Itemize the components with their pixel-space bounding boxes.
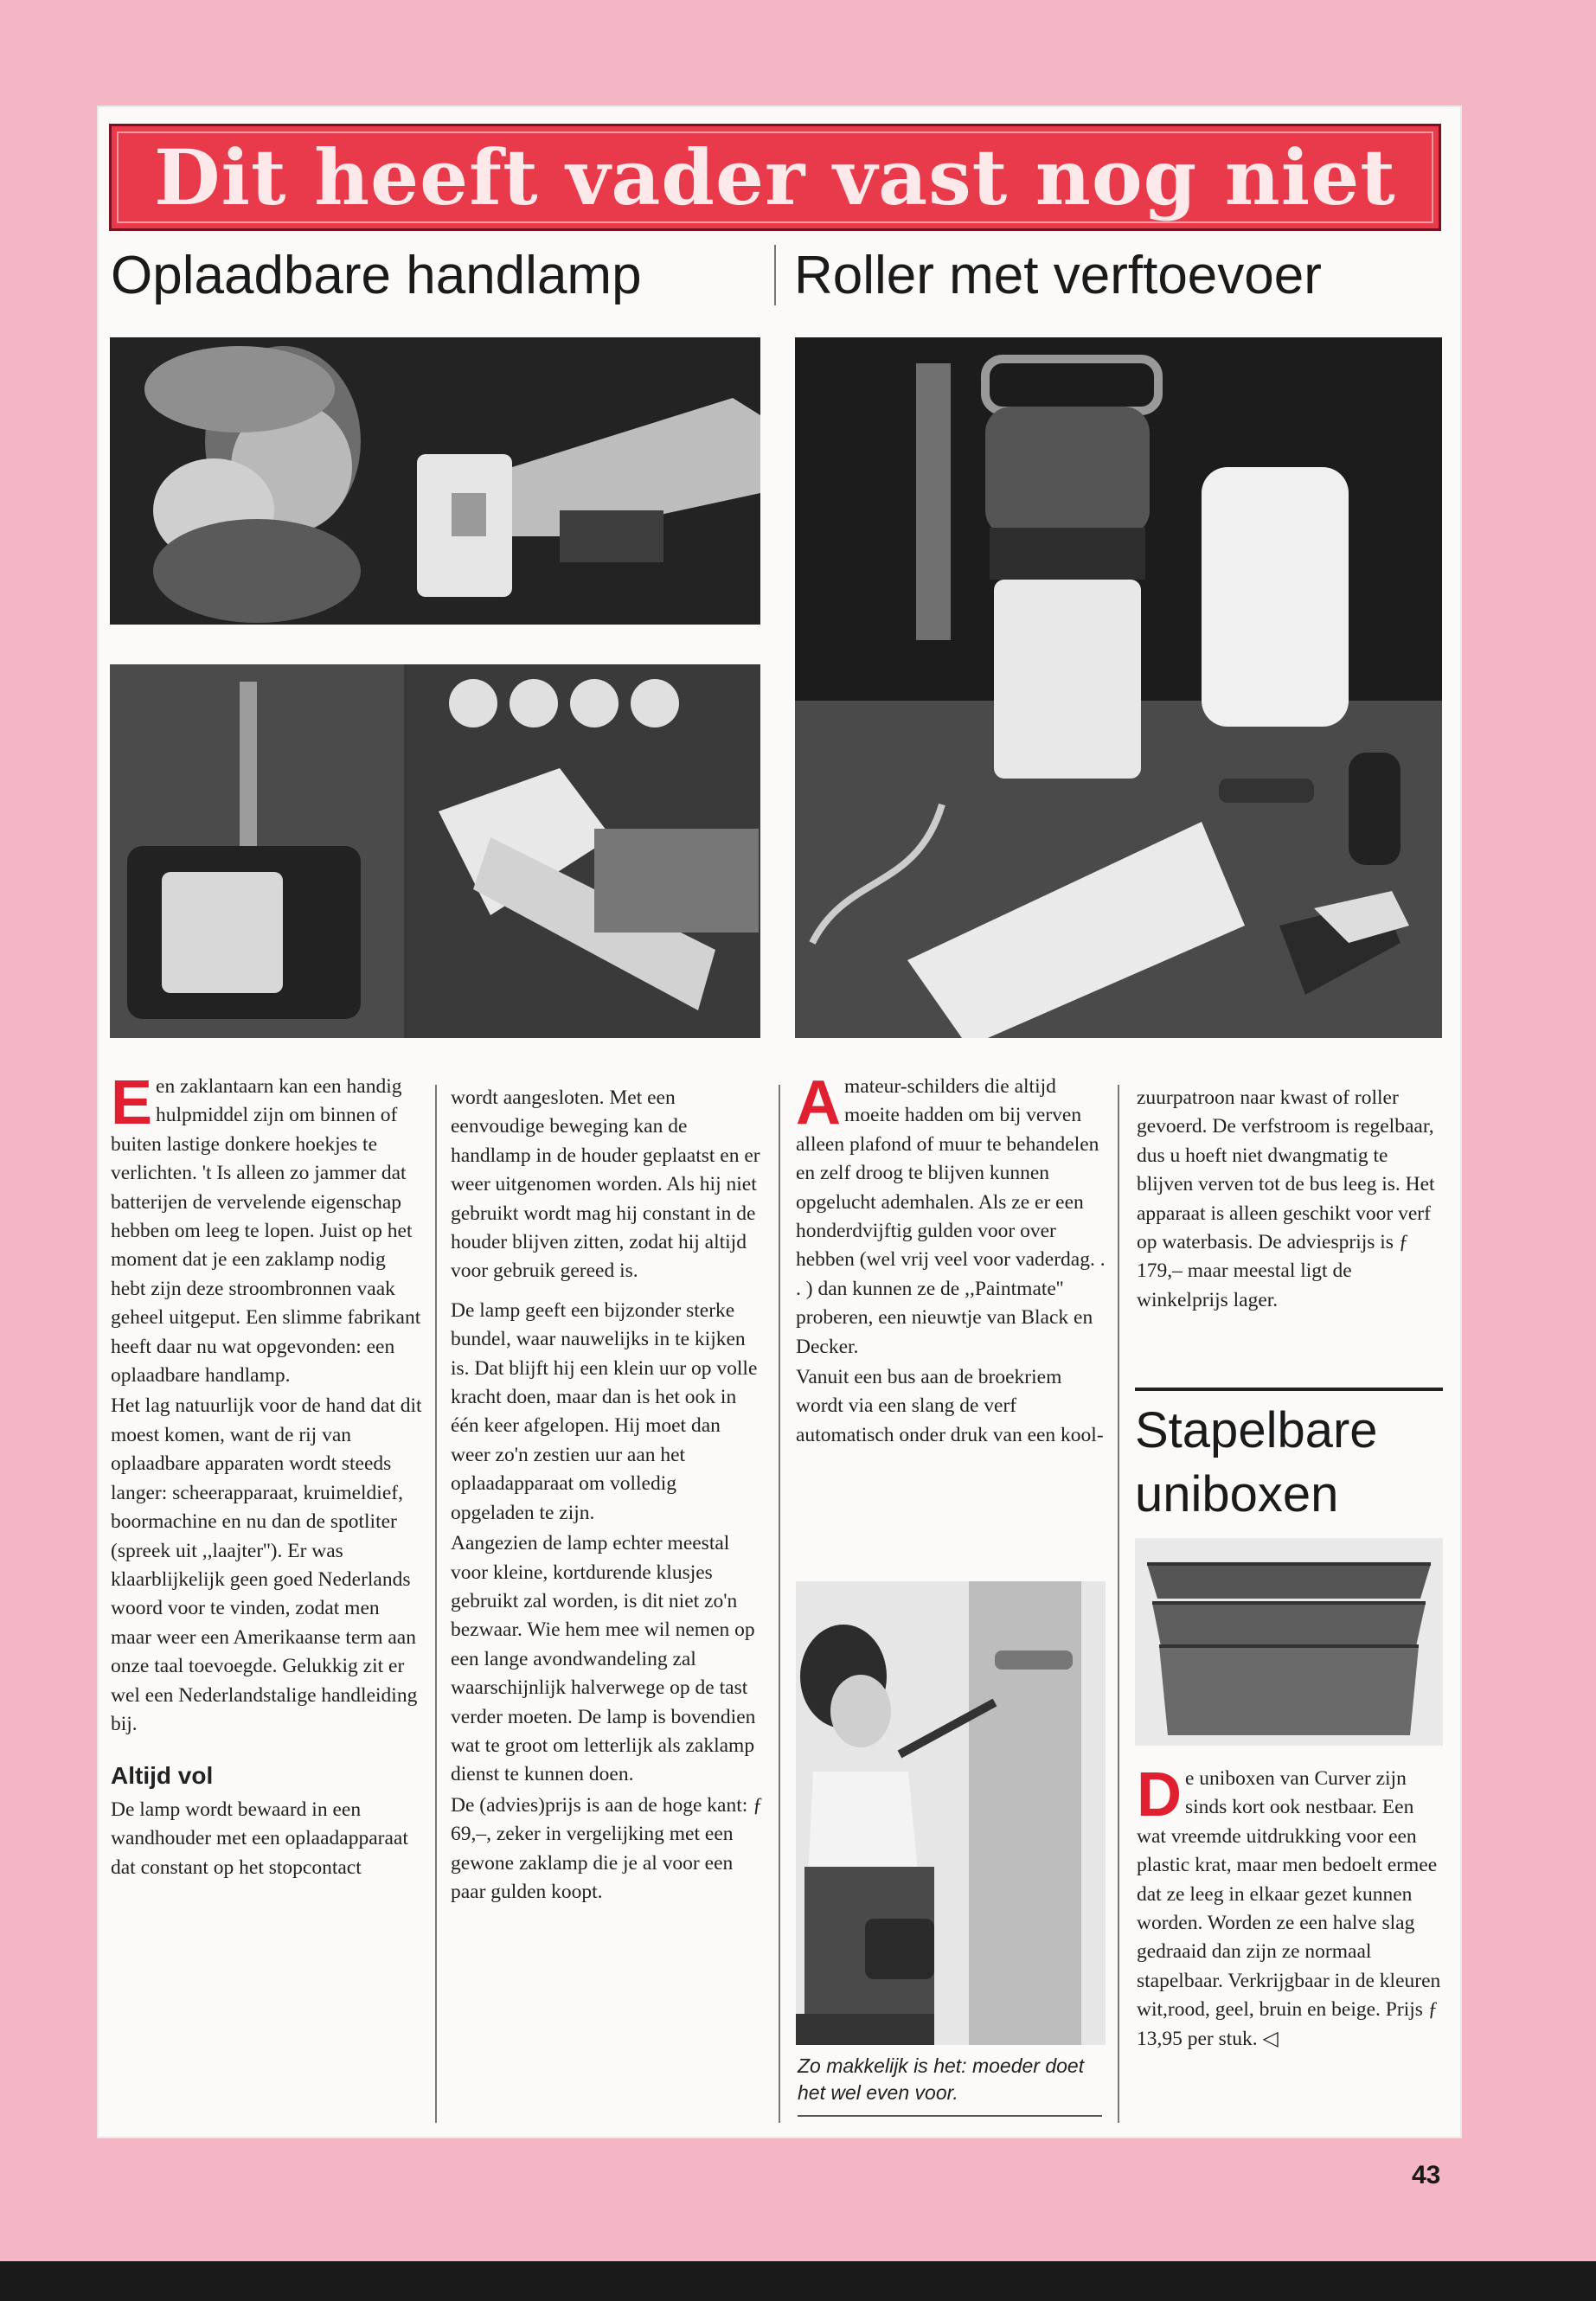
photo-uniboxen xyxy=(1135,1538,1443,1746)
right-column-2 xyxy=(1137,1084,1445,1317)
left-column-2 xyxy=(451,1084,764,1908)
left-col1-para-3: De lamp wordt bewaard in een wandhouder met een oplaadapparaat dat constant op het stopcontact xyxy=(111,1798,408,1879)
left-column-1 xyxy=(111,1068,422,1884)
dropcap-d: D xyxy=(1137,1760,1182,1830)
dropcap-a: A xyxy=(796,1068,841,1138)
side-section-title: Stapelbare uniboxen xyxy=(1135,1402,1378,1522)
right-column-1 xyxy=(796,1068,1107,1452)
right-col1-para-2: Vanuit een bus aan de broekriem wordt via een slang de verf automatisch onder druk van een kool- xyxy=(796,1366,1104,1446)
dropcap-e: E xyxy=(111,1068,153,1138)
left-col1-para-2: Het lag natuurlijk voor de hand dat dit moest komen, want de rij van oplaadbare apparaten wordt steeds langer: scheerapparaat, kruimeldief, boormachine en nu dan de spotliter (spreek uit ,,laajter''). Er was klaarblijkelijk geen goed Nederlands woord voor te vinden, zodat men maar weer een Amerikaanse term aan onze taal toevoegde. Gelukkig zit er wel een Nederlandstalige handleiding bij. xyxy=(111,1394,422,1735)
subhead-altijd-vol: Altijd vol xyxy=(111,1762,214,1790)
side-text: e uniboxen van Curver zijn sinds kort ook nestbaar. Een wat vreemde uitdrukking voor een plastic krat, maar men bedoelt ermee dat ze leeg in elkaar gezet kunnen worden. Worden ze een halve slag gedraaid dan zijn ze normaal stapelbaar. Verkrijgbaar in de kleuren wit,rood, geel, bruin en beige. Prijs ƒ 13,95 per stuk. xyxy=(1137,1767,1441,2050)
column-divider-2 xyxy=(779,1085,780,2123)
left-col2-para-3: Aangezien de lamp echter meestal voor kleine, kortdurende klusjes gebruikt zal worden, is dit niet zo'n bezwaar. Wie hem mee wil nemen op een lange avondwandeling zal waarschijnlijk halverwege op de tast verder moeten. De lamp is bovendien wat te groot om letterlijk als zaklamp dienst te kunnen doen. xyxy=(451,1532,756,1786)
right-col1-para-1: mateur-schilders die altijd moeite hadden om bij verven alleen plafond of muur te behandelen en zelf droog te blijven kunnen opgelucht ademhalen. Als ze er een honderdvijftig gulden voor over hebben (wel vrij veel voor vaderdag. . . ) dan kunnen ze de ,,Paintmate'' proberen, een nieuwtje van Black en Decker. xyxy=(796,1075,1106,1358)
left-col2-para-1: wordt aangesloten. Met een eenvoudige beweging kan de handlamp in de houder geplaatst en er weer uitgenomen worden. Als hij niet gebruikt wordt mag hij constant in de houder blijven zitten, zodat hij altijd voor gebruik gereed is. xyxy=(451,1086,760,1283)
side-section-rule xyxy=(1135,1388,1443,1391)
photo-paintmate-product xyxy=(795,337,1442,1038)
photo-child-handlamp xyxy=(110,337,760,625)
banner xyxy=(109,124,1441,231)
left-col2-para-4: De (advies)prijs is aan de hoge kant: ƒ 69,–, zeker in vergelijking met een gewone zaklamp die je al voor een paar gulden koopt. xyxy=(451,1793,763,1903)
end-mark-icon: ◁ xyxy=(1262,2027,1279,2050)
side-column xyxy=(1137,1760,1448,2055)
right-section-title: Roller met verftoevoer xyxy=(794,246,1322,305)
banner-title: Dit heeft vader vast nog niet xyxy=(154,132,1396,222)
caption-rule xyxy=(798,2115,1102,2117)
photo-caption: Zo makkelijk is het: moeder doet het wel even voor. xyxy=(798,2054,1085,2104)
bottom-band xyxy=(0,2261,1596,2301)
photo-wall-holder xyxy=(110,664,760,1038)
left-col2-para-2: De lamp geeft een bijzonder sterke bundel, waar nauwelijks in te kijken is. Dat blijft hij een klein uur op volle kracht doen, maar dan is het ook in één keer afgelopen. Hij moet dan weer zo'n zestien uur aan het oplaadapparaat om volledig opgeladen te zijn. xyxy=(451,1298,758,1524)
photo-mother-painting xyxy=(796,1581,1106,2045)
page-number: 43 xyxy=(1412,2161,1441,2189)
left-col1-para-1: en zaklantaarn kan een handig hulpmiddel zijn om binnen of buiten lastige donkere hoekjes te verlichten. 't Is alleen zo jammer dat batterijen de vervelende eigenschap hebben om leeg te lopen. Juist op het moment dat je een zaklamp nodig hebt zijn deze stroombronnen vaak geheel uitgeput. Een slimme fabrikant heeft daar nu wat opgevonden: een oplaadbare handlamp. xyxy=(111,1075,421,1388)
right-col2-text: zuurpatroon naar kwast of roller gevoerd. De verfstroom is regelbaar, dus u hoeft niet dwangmatig te blijven verven tot de bus leeg is. Het apparaat is alleen geschikt voor verf op waterbasis. De adviesprijs is ƒ 179,– maar meestal ligt de winkelprijs lager. xyxy=(1137,1086,1435,1311)
title-divider xyxy=(774,245,776,305)
column-divider-3 xyxy=(1118,1085,1119,2123)
column-divider-1 xyxy=(435,1085,437,2123)
left-section-title: Oplaadbare handlamp xyxy=(111,246,642,305)
